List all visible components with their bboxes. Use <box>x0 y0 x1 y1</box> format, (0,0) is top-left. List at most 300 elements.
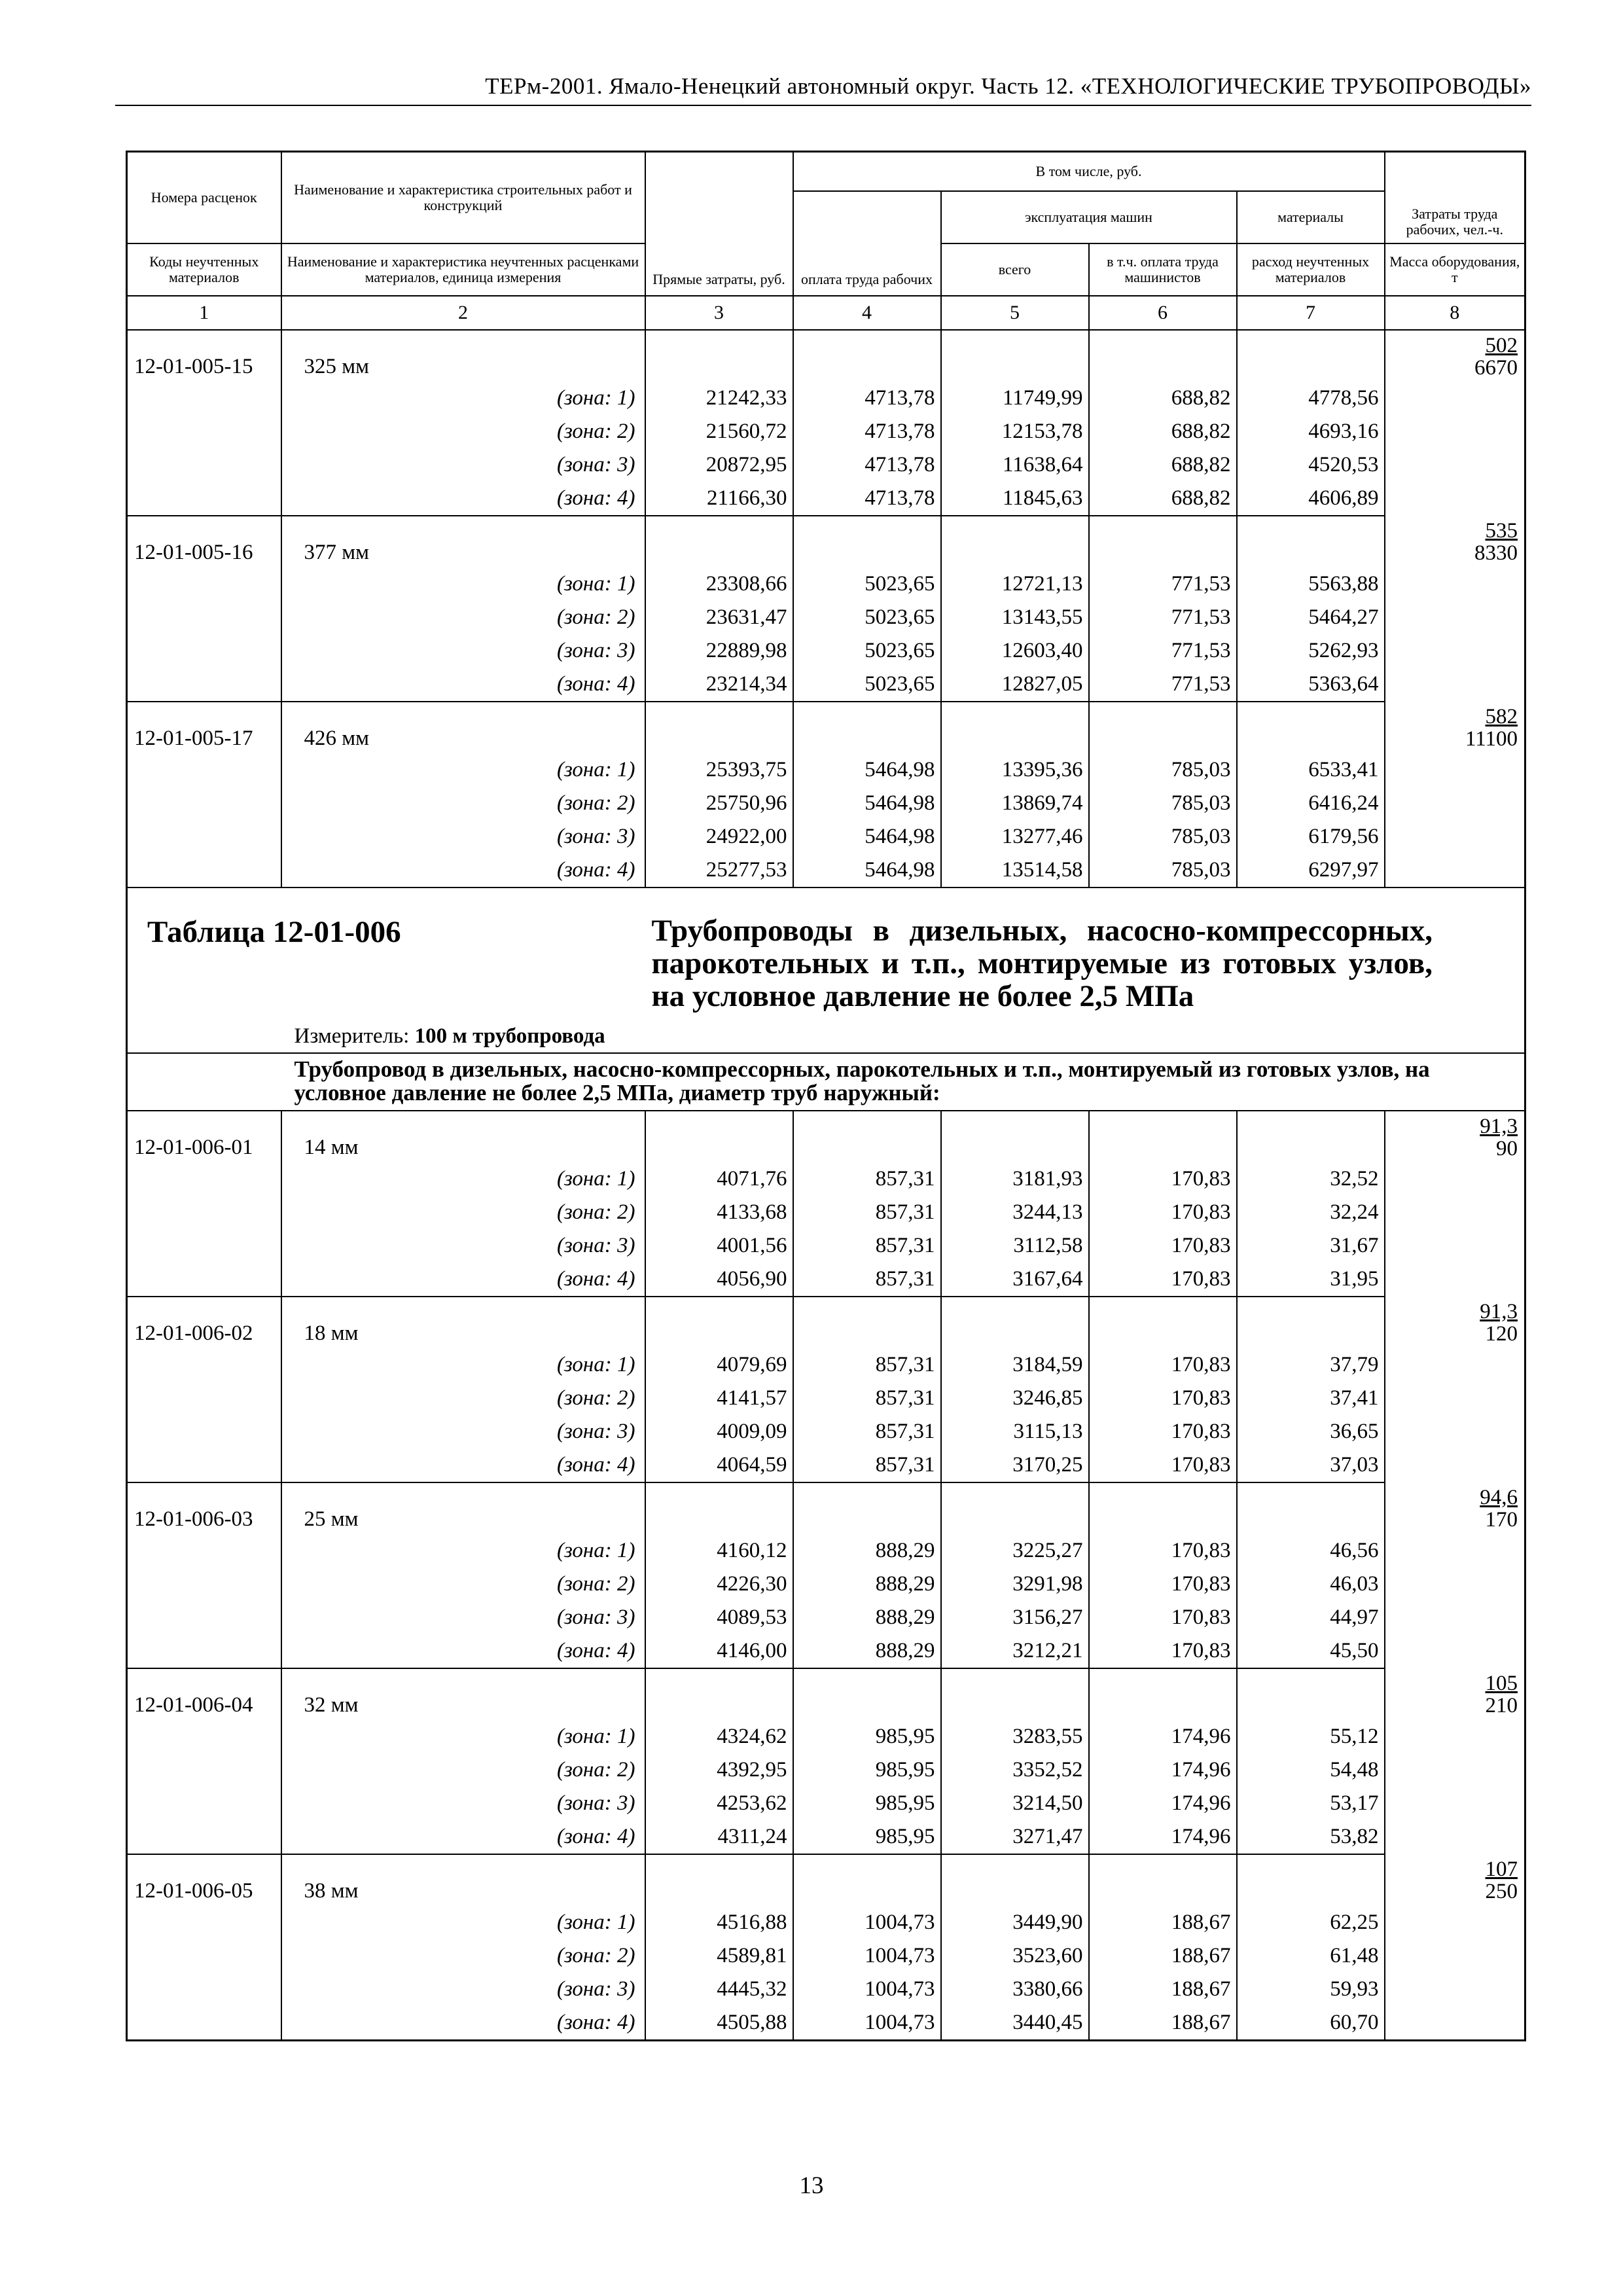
materials-cost: 46,03 <box>1237 1568 1385 1601</box>
header-incl: В том числе, руб. <box>793 152 1385 191</box>
zone-label: (зона: 2) <box>281 1939 645 1973</box>
machinist-wage: 170,83 <box>1089 1568 1237 1601</box>
worker-wage: 1004,73 <box>793 1906 941 1939</box>
col-number: 1 <box>127 296 281 330</box>
zone-label: (зона: 2) <box>281 787 645 820</box>
rate-name: 377 мм <box>281 516 645 567</box>
direct-cost: 4141,57 <box>645 1382 793 1415</box>
machinist-wage: 771,53 <box>1089 601 1237 634</box>
machine-cost: 3170,25 <box>941 1448 1089 1482</box>
machine-cost: 3352,52 <box>941 1753 1089 1787</box>
col-number: 3 <box>645 296 793 330</box>
materials-cost: 46,56 <box>1237 1534 1385 1568</box>
machinist-wage: 771,53 <box>1089 668 1237 702</box>
labor-mass-fraction <box>1465 706 1518 750</box>
machine-cost: 12721,13 <box>941 567 1089 601</box>
group-a-rows <box>127 330 1525 887</box>
direct-cost: 4392,95 <box>645 1753 793 1787</box>
machine-cost: 12603,40 <box>941 634 1089 668</box>
machinist-wage: 785,03 <box>1089 853 1237 887</box>
zone-label: (зона: 1) <box>281 1906 645 1939</box>
zone-row <box>127 1720 1525 1753</box>
zone-label: (зона: 1) <box>281 382 645 415</box>
machine-cost: 13869,74 <box>941 787 1089 820</box>
direct-cost: 4146,00 <box>645 1634 793 1668</box>
group-b-rows <box>127 1111 1525 2041</box>
machinist-wage: 170,83 <box>1089 1229 1237 1263</box>
machine-cost: 3291,98 <box>941 1568 1089 1601</box>
section-subheading: Трубопровод в дизельных, насосно-компрессорных, парокотельных и т.п., монтируемый из готовых узлов, на условное давление не более 2,5 МПа, диаметр труб наружный: <box>294 1056 1430 1105</box>
header-machines: эксплуатация машин <box>941 191 1237 243</box>
worker-wage: 985,95 <box>793 1787 941 1820</box>
worker-wage: 857,31 <box>793 1448 941 1482</box>
machinist-wage: 170,83 <box>1089 1348 1237 1382</box>
zone-label: (зона: 1) <box>281 1534 645 1568</box>
col-number: 7 <box>1237 296 1385 330</box>
worker-wage: 888,29 <box>793 1568 941 1601</box>
rate-code: 12-01-005-16 <box>127 516 281 567</box>
rate-code: 12-01-006-02 <box>127 1297 281 1348</box>
labor-cost: 582 <box>1485 704 1518 728</box>
labor-cost: 94,6 <box>1480 1485 1518 1509</box>
zone-label: (зона: 4) <box>281 482 645 516</box>
worker-wage: 888,29 <box>793 1601 941 1634</box>
worker-wage: 5023,65 <box>793 601 941 634</box>
zone-row <box>127 1382 1525 1415</box>
materials-cost: 60,70 <box>1237 2006 1385 2041</box>
machinist-wage: 785,03 <box>1089 753 1237 787</box>
worker-wage: 5464,98 <box>793 853 941 887</box>
rates-table <box>126 151 1526 887</box>
rate-name: 14 мм <box>281 1111 645 1162</box>
worker-wage: 4713,78 <box>793 415 941 448</box>
machinist-wage: 170,83 <box>1089 1162 1237 1196</box>
worker-wage: 857,31 <box>793 1415 941 1448</box>
labor-cost: 91,3 <box>1480 1299 1518 1323</box>
worker-wage: 1004,73 <box>793 1939 941 1973</box>
zone-row <box>127 820 1525 853</box>
machine-cost: 3523,60 <box>941 1939 1089 1973</box>
zone-label: (зона: 2) <box>281 1382 645 1415</box>
materials-cost: 55,12 <box>1237 1720 1385 1753</box>
labor-cost: 107 <box>1485 1857 1518 1881</box>
machine-cost: 3115,13 <box>941 1415 1089 1448</box>
rate-name: 18 мм <box>281 1297 645 1348</box>
materials-cost: 6179,56 <box>1237 820 1385 853</box>
zone-label: (зона: 1) <box>281 1162 645 1196</box>
machinist-wage: 174,96 <box>1089 1787 1237 1820</box>
rate-code: 12-01-006-05 <box>127 1854 281 1906</box>
materials-cost: 36,65 <box>1237 1415 1385 1448</box>
worker-wage: 5464,98 <box>793 753 941 787</box>
header-materials: материалы <box>1237 191 1385 243</box>
machinist-wage: 170,83 <box>1089 1448 1237 1482</box>
zone-row <box>127 448 1525 482</box>
direct-cost: 4505,88 <box>645 2006 793 2041</box>
machine-cost: 13514,58 <box>941 853 1089 887</box>
rate-name: 32 мм <box>281 1668 645 1720</box>
equipment-mass: 11100 <box>1465 726 1518 751</box>
zone-label: (зона: 3) <box>281 1229 645 1263</box>
rate-row <box>127 702 1525 753</box>
rate-name: 38 мм <box>281 1854 645 1906</box>
rate-row <box>127 1111 1525 1162</box>
materials-cost: 4606,89 <box>1237 482 1385 516</box>
machinist-wage: 174,96 <box>1089 1820 1237 1854</box>
materials-cost: 6297,97 <box>1237 853 1385 887</box>
rate-code: 12-01-006-04 <box>127 1668 281 1720</box>
col-number: 4 <box>793 296 941 330</box>
materials-cost: 37,41 <box>1237 1382 1385 1415</box>
rate-name: 325 мм <box>281 330 645 382</box>
measure-value: 100 м трубопровода <box>414 1024 605 1048</box>
labor-mass-fraction <box>1474 520 1518 564</box>
worker-wage: 4713,78 <box>793 448 941 482</box>
labor-cost: 535 <box>1485 518 1518 543</box>
price-table <box>126 151 1524 2041</box>
labor-cost: 91,3 <box>1480 1114 1518 1138</box>
direct-cost: 4311,24 <box>645 1820 793 1854</box>
worker-wage: 5023,65 <box>793 634 941 668</box>
zone-row <box>127 1448 1525 1482</box>
materials-cost: 5464,27 <box>1237 601 1385 634</box>
zone-label: (зона: 1) <box>281 1348 645 1382</box>
zone-row <box>127 1634 1525 1668</box>
machine-cost: 11638,64 <box>941 448 1089 482</box>
zone-label: (зона: 4) <box>281 1263 645 1297</box>
zone-label: (зона: 3) <box>281 634 645 668</box>
zone-label: (зона: 3) <box>281 1973 645 2006</box>
zone-row <box>127 482 1525 516</box>
labor-cost: 105 <box>1485 1671 1518 1695</box>
rate-code: 12-01-005-17 <box>127 702 281 753</box>
direct-cost: 4589,81 <box>645 1939 793 1973</box>
zone-label: (зона: 1) <box>281 1720 645 1753</box>
zone-row <box>127 1973 1525 2006</box>
header-col7: расход неучтенных материалов <box>1237 243 1385 296</box>
zone-row <box>127 567 1525 601</box>
direct-cost: 4056,90 <box>645 1263 793 1297</box>
header-col1-top: Номера расценок <box>127 152 281 243</box>
machine-cost: 3181,93 <box>941 1162 1089 1196</box>
machine-cost: 11749,99 <box>941 382 1089 415</box>
machine-cost: 3112,58 <box>941 1229 1089 1263</box>
direct-cost: 22889,98 <box>645 634 793 668</box>
worker-wage: 5023,65 <box>793 668 941 702</box>
machinist-wage: 188,67 <box>1089 1939 1237 1973</box>
machinist-wage: 688,82 <box>1089 415 1237 448</box>
direct-cost: 4226,30 <box>645 1568 793 1601</box>
materials-cost: 4778,56 <box>1237 382 1385 415</box>
worker-wage: 985,95 <box>793 1820 941 1854</box>
rate-row <box>127 1297 1525 1348</box>
rate-row <box>127 330 1525 382</box>
machinist-wage: 170,83 <box>1089 1415 1237 1448</box>
zone-label: (зона: 3) <box>281 820 645 853</box>
machine-cost: 3271,47 <box>941 1820 1089 1854</box>
zone-row <box>127 668 1525 702</box>
direct-cost: 23631,47 <box>645 601 793 634</box>
rate-row <box>127 1482 1525 1534</box>
zone-row <box>127 2006 1525 2041</box>
machinist-wage: 188,67 <box>1089 1906 1237 1939</box>
machine-cost: 3156,27 <box>941 1601 1089 1634</box>
worker-wage: 4713,78 <box>793 482 941 516</box>
header-col3: Прямые затраты, руб. <box>645 152 793 296</box>
machinist-wage: 170,83 <box>1089 1534 1237 1568</box>
machinist-wage: 771,53 <box>1089 634 1237 668</box>
labor-mass-fraction <box>1480 1300 1518 1345</box>
materials-cost: 32,24 <box>1237 1196 1385 1229</box>
equipment-mass: 120 <box>1485 1321 1518 1346</box>
worker-wage: 857,31 <box>793 1348 941 1382</box>
zone-label: (зона: 2) <box>281 1753 645 1787</box>
worker-wage: 985,95 <box>793 1753 941 1787</box>
machinist-wage: 170,83 <box>1089 1634 1237 1668</box>
direct-cost: 20872,95 <box>645 448 793 482</box>
measure-label: Измеритель: <box>294 1024 410 1048</box>
machinist-wage: 785,03 <box>1089 820 1237 853</box>
worker-wage: 888,29 <box>793 1534 941 1568</box>
rate-code: 12-01-006-01 <box>127 1111 281 1162</box>
zone-row <box>127 1534 1525 1568</box>
materials-cost: 31,95 <box>1237 1263 1385 1297</box>
header-col2-top: Наименование и характеристика строительных работ и конструкций <box>281 152 645 243</box>
machine-cost: 3283,55 <box>941 1720 1089 1753</box>
direct-cost: 21166,30 <box>645 482 793 516</box>
direct-cost: 21560,72 <box>645 415 793 448</box>
materials-cost: 5363,64 <box>1237 668 1385 702</box>
worker-wage: 1004,73 <box>793 1973 941 2006</box>
machinist-wage: 188,67 <box>1089 1973 1237 2006</box>
worker-wage: 5023,65 <box>793 567 941 601</box>
direct-cost: 4324,62 <box>645 1720 793 1753</box>
labor-mass-fraction <box>1480 1115 1518 1160</box>
machine-cost: 3184,59 <box>941 1348 1089 1382</box>
zone-row <box>127 753 1525 787</box>
zone-label: (зона: 3) <box>281 1415 645 1448</box>
machine-cost: 3214,50 <box>941 1787 1089 1820</box>
zone-row <box>127 1229 1525 1263</box>
materials-cost: 37,79 <box>1237 1348 1385 1382</box>
machinist-wage: 170,83 <box>1089 1382 1237 1415</box>
equipment-mass: 210 <box>1485 1693 1518 1717</box>
col-number: 8 <box>1385 296 1525 330</box>
materials-cost: 59,93 <box>1237 1973 1385 2006</box>
header-col2-bottom: Наименование и характеристика неучтенных расценками материалов, единица измерения <box>281 243 645 296</box>
materials-cost: 54,48 <box>1237 1753 1385 1787</box>
direct-cost: 23214,34 <box>645 668 793 702</box>
zone-row <box>127 1568 1525 1601</box>
zone-label: (зона: 4) <box>281 1634 645 1668</box>
zone-row <box>127 1162 1525 1196</box>
worker-wage: 5464,98 <box>793 787 941 820</box>
machine-cost: 11845,63 <box>941 482 1089 516</box>
zone-label: (зона: 2) <box>281 601 645 634</box>
machinist-wage: 785,03 <box>1089 787 1237 820</box>
machine-cost: 3244,13 <box>941 1196 1089 1229</box>
zone-row <box>127 853 1525 887</box>
zone-label: (зона: 4) <box>281 668 645 702</box>
materials-cost: 6416,24 <box>1237 787 1385 820</box>
direct-cost: 4133,68 <box>645 1196 793 1229</box>
machine-cost: 13277,46 <box>941 820 1089 853</box>
running-header: ТЕРм-2001. Ямало-Ненецкий автономный округ. Часть 12. «ТЕХНОЛОГИЧЕСКИЕ ТРУБОПРОВОДЫ» <box>115 71 1531 106</box>
rate-row <box>127 1668 1525 1720</box>
zone-label: (зона: 3) <box>281 1601 645 1634</box>
header-col5: всего <box>941 243 1089 296</box>
rate-code: 12-01-005-15 <box>127 330 281 382</box>
zone-row <box>127 1906 1525 1939</box>
zone-row <box>127 1753 1525 1787</box>
machinist-wage: 688,82 <box>1089 382 1237 415</box>
page-number: 13 <box>799 2172 824 2199</box>
direct-cost: 4089,53 <box>645 1601 793 1634</box>
section-block <box>126 887 1526 1110</box>
zone-row <box>127 1820 1525 1854</box>
materials-cost: 32,52 <box>1237 1162 1385 1196</box>
machinist-wage: 170,83 <box>1089 1601 1237 1634</box>
equipment-mass: 6670 <box>1474 355 1518 380</box>
zone-label: (зона: 2) <box>281 415 645 448</box>
zone-row <box>127 787 1525 820</box>
table-header <box>127 152 1525 296</box>
machine-cost: 12827,05 <box>941 668 1089 702</box>
labor-cost: 502 <box>1485 333 1518 357</box>
machine-cost: 12153,78 <box>941 415 1089 448</box>
machine-cost: 3380,66 <box>941 1973 1089 2006</box>
rate-row <box>127 1854 1525 1906</box>
materials-cost: 4520,53 <box>1237 448 1385 482</box>
direct-cost: 4516,88 <box>645 1906 793 1939</box>
zone-row <box>127 601 1525 634</box>
direct-cost: 23308,66 <box>645 567 793 601</box>
direct-cost: 24922,00 <box>645 820 793 853</box>
header-col8-bottom: Масса оборудования, т <box>1385 243 1525 296</box>
zone-row <box>127 1787 1525 1820</box>
worker-wage: 857,31 <box>793 1263 941 1297</box>
direct-cost: 4253,62 <box>645 1787 793 1820</box>
machinist-wage: 771,53 <box>1089 567 1237 601</box>
section-table-label: Таблица 12-01-006 <box>147 914 401 949</box>
worker-wage: 1004,73 <box>793 2006 941 2041</box>
worker-wage: 5464,98 <box>793 820 941 853</box>
zone-row <box>127 382 1525 415</box>
machine-cost: 3212,21 <box>941 1634 1089 1668</box>
zone-row <box>127 415 1525 448</box>
equipment-mass: 170 <box>1485 1507 1518 1532</box>
machine-cost: 3440,45 <box>941 2006 1089 2041</box>
machine-cost: 3246,85 <box>941 1382 1089 1415</box>
machinist-wage: 688,82 <box>1089 482 1237 516</box>
column-numbers <box>127 296 1525 330</box>
worker-wage: 857,31 <box>793 1162 941 1196</box>
labor-mass-fraction <box>1486 1672 1518 1717</box>
zone-label: (зона: 4) <box>281 1448 645 1482</box>
machine-cost: 13395,36 <box>941 753 1089 787</box>
labor-mass-fraction <box>1474 334 1518 379</box>
direct-cost: 4079,69 <box>645 1348 793 1382</box>
materials-cost: 31,67 <box>1237 1229 1385 1263</box>
zone-row <box>127 1196 1525 1229</box>
machine-cost: 3167,64 <box>941 1263 1089 1297</box>
materials-cost: 5262,93 <box>1237 634 1385 668</box>
zone-label: (зона: 1) <box>281 753 645 787</box>
materials-cost: 45,50 <box>1237 1634 1385 1668</box>
header-col1-bottom: Коды неучтенных материалов <box>127 243 281 296</box>
direct-cost: 25393,75 <box>645 753 793 787</box>
rate-name: 25 мм <box>281 1482 645 1534</box>
rate-row <box>127 516 1525 567</box>
zone-label: (зона: 4) <box>281 853 645 887</box>
zone-label: (зона: 1) <box>281 567 645 601</box>
machinist-wage: 688,82 <box>1089 448 1237 482</box>
materials-cost: 37,03 <box>1237 1448 1385 1482</box>
col-number: 6 <box>1089 296 1237 330</box>
machine-cost: 3449,90 <box>941 1906 1089 1939</box>
direct-cost: 4445,32 <box>645 1973 793 2006</box>
zone-label: (зона: 2) <box>281 1196 645 1229</box>
materials-cost: 6533,41 <box>1237 753 1385 787</box>
direct-cost: 4064,59 <box>645 1448 793 1482</box>
machine-cost: 13143,55 <box>941 601 1089 634</box>
direct-cost: 4009,09 <box>645 1415 793 1448</box>
direct-cost: 4160,12 <box>645 1534 793 1568</box>
equipment-mass: 90 <box>1496 1136 1518 1160</box>
zone-label: (зона: 4) <box>281 2006 645 2041</box>
rates-table-b <box>126 1110 1526 2041</box>
materials-cost: 53,17 <box>1237 1787 1385 1820</box>
zone-row <box>127 1348 1525 1382</box>
zone-row <box>127 1939 1525 1973</box>
worker-wage: 4713,78 <box>793 382 941 415</box>
zone-label: (зона: 3) <box>281 1787 645 1820</box>
machinist-wage: 174,96 <box>1089 1720 1237 1753</box>
header-col6: в т.ч. оплата труда машинистов <box>1089 243 1237 296</box>
labor-mass-fraction <box>1480 1486 1518 1531</box>
equipment-mass: 8330 <box>1474 541 1518 565</box>
zone-label: (зона: 3) <box>281 448 645 482</box>
materials-cost: 44,97 <box>1237 1601 1385 1634</box>
section-title: Трубопроводы в дизельных, насосно-компрессорных, парокотельных и т.п., монтируемые из готовых узлов, на условное давление не более 2,5 МПа <box>651 913 1433 1013</box>
machine-cost: 3225,27 <box>941 1534 1089 1568</box>
materials-cost: 4693,16 <box>1237 415 1385 448</box>
rate-code: 12-01-006-03 <box>127 1482 281 1534</box>
direct-cost: 25750,96 <box>645 787 793 820</box>
rate-name: 426 мм <box>281 702 645 753</box>
header-col4: оплата труда рабочих <box>793 191 941 296</box>
materials-cost: 53,82 <box>1237 1820 1385 1854</box>
worker-wage: 857,31 <box>793 1196 941 1229</box>
zone-row <box>127 1415 1525 1448</box>
direct-cost: 4071,76 <box>645 1162 793 1196</box>
direct-cost: 4001,56 <box>645 1229 793 1263</box>
zone-row <box>127 634 1525 668</box>
zone-label: (зона: 2) <box>281 1568 645 1601</box>
machinist-wage: 170,83 <box>1089 1263 1237 1297</box>
zone-label: (зона: 4) <box>281 1820 645 1854</box>
worker-wage: 857,31 <box>793 1382 941 1415</box>
worker-wage: 857,31 <box>793 1229 941 1263</box>
materials-cost: 61,48 <box>1237 1939 1385 1973</box>
direct-cost: 21242,33 <box>645 382 793 415</box>
worker-wage: 985,95 <box>793 1720 941 1753</box>
machinist-wage: 188,67 <box>1089 2006 1237 2041</box>
materials-cost: 5563,88 <box>1237 567 1385 601</box>
equipment-mass: 250 <box>1485 1879 1518 1903</box>
header-col8-top: Затраты труда рабочих, чел.-ч. <box>1385 152 1525 243</box>
direct-cost: 25277,53 <box>645 853 793 887</box>
